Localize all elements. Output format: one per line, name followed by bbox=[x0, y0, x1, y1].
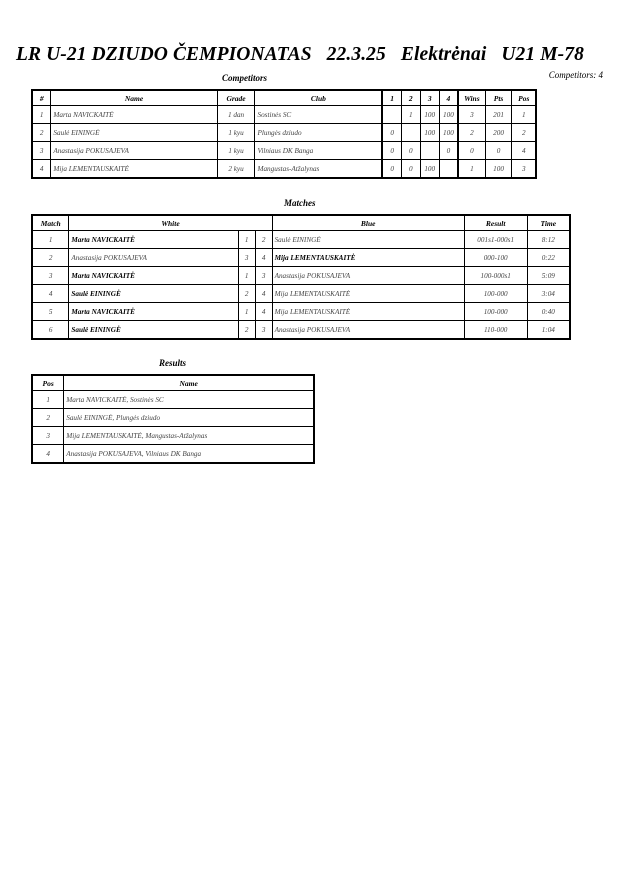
match-result: 100-000s1 bbox=[464, 267, 527, 285]
white-number: 2 bbox=[238, 321, 255, 340]
match-number: 5 bbox=[32, 303, 69, 321]
competitors-count: Competitors: 4 bbox=[548, 70, 603, 80]
match-result: 110-000 bbox=[464, 321, 527, 340]
table-row bbox=[32, 231, 570, 249]
score-vs-2 bbox=[401, 124, 420, 142]
col-header: Pos bbox=[512, 90, 536, 106]
competitor-position: 4 bbox=[512, 142, 536, 160]
table-row bbox=[32, 303, 570, 321]
competitor-wins: 0 bbox=[458, 142, 485, 160]
match-time: 8:12 bbox=[527, 231, 570, 249]
result-name: Saulė EININGĖ, Plungės dziudo bbox=[64, 409, 314, 427]
white-competitor: Saulė EININGĖ bbox=[69, 321, 238, 340]
table-row bbox=[32, 106, 536, 124]
table-row bbox=[32, 142, 536, 160]
competitor-points: 200 bbox=[485, 124, 512, 142]
blue-competitor: Mija LEMENTAUSKAITĖ bbox=[272, 285, 464, 303]
score-vs-3: 100 bbox=[420, 106, 439, 124]
col-header: Time bbox=[527, 215, 570, 231]
white-number: 1 bbox=[238, 231, 255, 249]
match-result: 001s1-000s1 bbox=[464, 231, 527, 249]
white-number: 1 bbox=[238, 303, 255, 321]
col-header: Match bbox=[32, 215, 69, 231]
match-result: 100-000 bbox=[464, 285, 527, 303]
table-row bbox=[32, 124, 536, 142]
score-vs-4: 100 bbox=[439, 124, 458, 142]
table-row bbox=[32, 321, 570, 340]
table-row bbox=[32, 427, 314, 445]
col-header: 2 bbox=[401, 90, 420, 106]
results-heading: Results bbox=[159, 358, 187, 368]
competitor-points: 0 bbox=[485, 142, 512, 160]
competitor-grade: 1 kyu bbox=[217, 142, 255, 160]
table-row bbox=[32, 160, 536, 179]
competitor-number: 4 bbox=[32, 160, 51, 179]
match-result: 100-000 bbox=[464, 303, 527, 321]
white-number: 1 bbox=[238, 267, 255, 285]
blue-competitor: Anastasija POKUSAJEVA bbox=[272, 267, 464, 285]
matches-header-row bbox=[32, 215, 570, 231]
competitor-name: Anastasija POKUSAJEVA bbox=[51, 142, 217, 160]
table-row bbox=[32, 391, 314, 409]
match-number: 3 bbox=[32, 267, 69, 285]
match-time: 5:09 bbox=[527, 267, 570, 285]
score-vs-1: 0 bbox=[382, 160, 401, 179]
score-vs-3: 100 bbox=[420, 124, 439, 142]
matches-table bbox=[31, 214, 571, 340]
white-competitor: Anastasija POKUSAJEVA bbox=[69, 249, 238, 267]
competitor-club: Mangustas-Atžalynas bbox=[255, 160, 382, 179]
table-row bbox=[32, 285, 570, 303]
competitors-header-row bbox=[32, 90, 536, 106]
competitor-grade: 2 kyu bbox=[217, 160, 255, 179]
competitor-name: Marta NAVICKAITĖ bbox=[51, 106, 217, 124]
match-number: 2 bbox=[32, 249, 69, 267]
score-vs-2: 1 bbox=[401, 106, 420, 124]
match-number: 1 bbox=[32, 231, 69, 249]
score-vs-1 bbox=[382, 106, 401, 124]
blue-number: 3 bbox=[255, 321, 272, 340]
title-category: U21 M-78 bbox=[501, 44, 584, 65]
result-name: Anastasija POKUSAJEVA, Vilniaus DK Banga bbox=[64, 445, 314, 464]
results-table bbox=[31, 374, 315, 464]
score-vs-4 bbox=[439, 160, 458, 179]
score-vs-2: 0 bbox=[401, 160, 420, 179]
score-vs-3: 100 bbox=[420, 160, 439, 179]
white-competitor: Marta NAVICKAITĖ bbox=[69, 267, 238, 285]
result-position: 4 bbox=[32, 445, 64, 464]
blue-number: 4 bbox=[255, 303, 272, 321]
white-competitor: Marta NAVICKAITĖ bbox=[69, 303, 238, 321]
col-header: Club bbox=[255, 90, 382, 106]
competitor-name: Saulė EININGĖ bbox=[51, 124, 217, 142]
competitor-position: 2 bbox=[512, 124, 536, 142]
blue-number: 4 bbox=[255, 249, 272, 267]
col-header: 4 bbox=[439, 90, 458, 106]
score-vs-4: 0 bbox=[439, 142, 458, 160]
competitor-number: 2 bbox=[32, 124, 51, 142]
blue-competitor: Mija LEMENTAUSKAITĖ bbox=[272, 249, 464, 267]
col-header: 1 bbox=[382, 90, 401, 106]
competitor-wins: 1 bbox=[458, 160, 485, 179]
white-number: 2 bbox=[238, 285, 255, 303]
competitors-table bbox=[31, 89, 537, 179]
col-header: Pos bbox=[32, 375, 64, 391]
blue-number: 3 bbox=[255, 267, 272, 285]
col-header: Name bbox=[64, 375, 314, 391]
title-date: 22.3.25 bbox=[326, 44, 386, 65]
competitor-position: 1 bbox=[512, 106, 536, 124]
col-header: # bbox=[32, 90, 51, 106]
table-row bbox=[32, 267, 570, 285]
competitor-wins: 3 bbox=[458, 106, 485, 124]
table-row bbox=[32, 249, 570, 267]
blue-number: 2 bbox=[255, 231, 272, 249]
competitor-club: Vilniaus DK Banga bbox=[255, 142, 382, 160]
competitor-club: Sostinės SC bbox=[255, 106, 382, 124]
competitor-wins: 2 bbox=[458, 124, 485, 142]
score-vs-1: 0 bbox=[382, 124, 401, 142]
page-title bbox=[16, 44, 626, 66]
competitor-grade: 1 kyu bbox=[217, 124, 255, 142]
col-header: Blue bbox=[272, 215, 464, 231]
blue-number: 4 bbox=[255, 285, 272, 303]
col-header: Grade bbox=[217, 90, 255, 106]
results-header-row bbox=[32, 375, 314, 391]
match-time: 3:04 bbox=[527, 285, 570, 303]
competitor-number: 1 bbox=[32, 106, 51, 124]
competitor-name: Mija LEMENTAUSKAITĖ bbox=[51, 160, 217, 179]
col-header: Name bbox=[51, 90, 217, 106]
match-time: 0:40 bbox=[527, 303, 570, 321]
white-competitor: Saulė EININGĖ bbox=[69, 285, 238, 303]
score-vs-4: 100 bbox=[439, 106, 458, 124]
competitor-points: 201 bbox=[485, 106, 512, 124]
result-position: 2 bbox=[32, 409, 64, 427]
blue-competitor: Anastasija POKUSAJEVA bbox=[272, 321, 464, 340]
blue-competitor: Mija LEMENTAUSKAITĖ bbox=[272, 303, 464, 321]
match-time: 1:04 bbox=[527, 321, 570, 340]
competitor-points: 100 bbox=[485, 160, 512, 179]
competitor-club: Plungės dziudo bbox=[255, 124, 382, 142]
col-header: 3 bbox=[420, 90, 439, 106]
title-venue: Elektrėnai bbox=[400, 44, 487, 65]
match-time: 0:22 bbox=[527, 249, 570, 267]
result-position: 1 bbox=[32, 391, 64, 409]
blue-competitor: Saulė EININGĖ bbox=[272, 231, 464, 249]
competitor-grade: 1 dan bbox=[217, 106, 255, 124]
col-header: Wins bbox=[458, 90, 485, 106]
score-vs-2: 0 bbox=[401, 142, 420, 160]
result-name: Mija LEMENTAUSKAITĖ, Mangustas-Atžalynas bbox=[64, 427, 314, 445]
competitors-heading: Competitors bbox=[222, 73, 268, 83]
result-position: 3 bbox=[32, 427, 64, 445]
col-header: White bbox=[69, 215, 272, 231]
white-number: 3 bbox=[238, 249, 255, 267]
competitor-number: 3 bbox=[32, 142, 51, 160]
title-event: LR U-21 DZIUDO ČEMPIONATAS bbox=[16, 44, 312, 65]
col-header: Pts bbox=[485, 90, 512, 106]
white-competitor: Marta NAVICKAITĖ bbox=[69, 231, 238, 249]
table-row bbox=[32, 445, 314, 464]
col-header: Result bbox=[464, 215, 527, 231]
result-name: Marta NAVICKAITĖ, Sostinės SC bbox=[64, 391, 314, 409]
match-result: 000-100 bbox=[464, 249, 527, 267]
matches-heading: Matches bbox=[284, 198, 316, 208]
table-row bbox=[32, 409, 314, 427]
competitor-position: 3 bbox=[512, 160, 536, 179]
match-number: 4 bbox=[32, 285, 69, 303]
score-vs-3 bbox=[420, 142, 439, 160]
score-vs-1: 0 bbox=[382, 142, 401, 160]
match-number: 6 bbox=[32, 321, 69, 340]
